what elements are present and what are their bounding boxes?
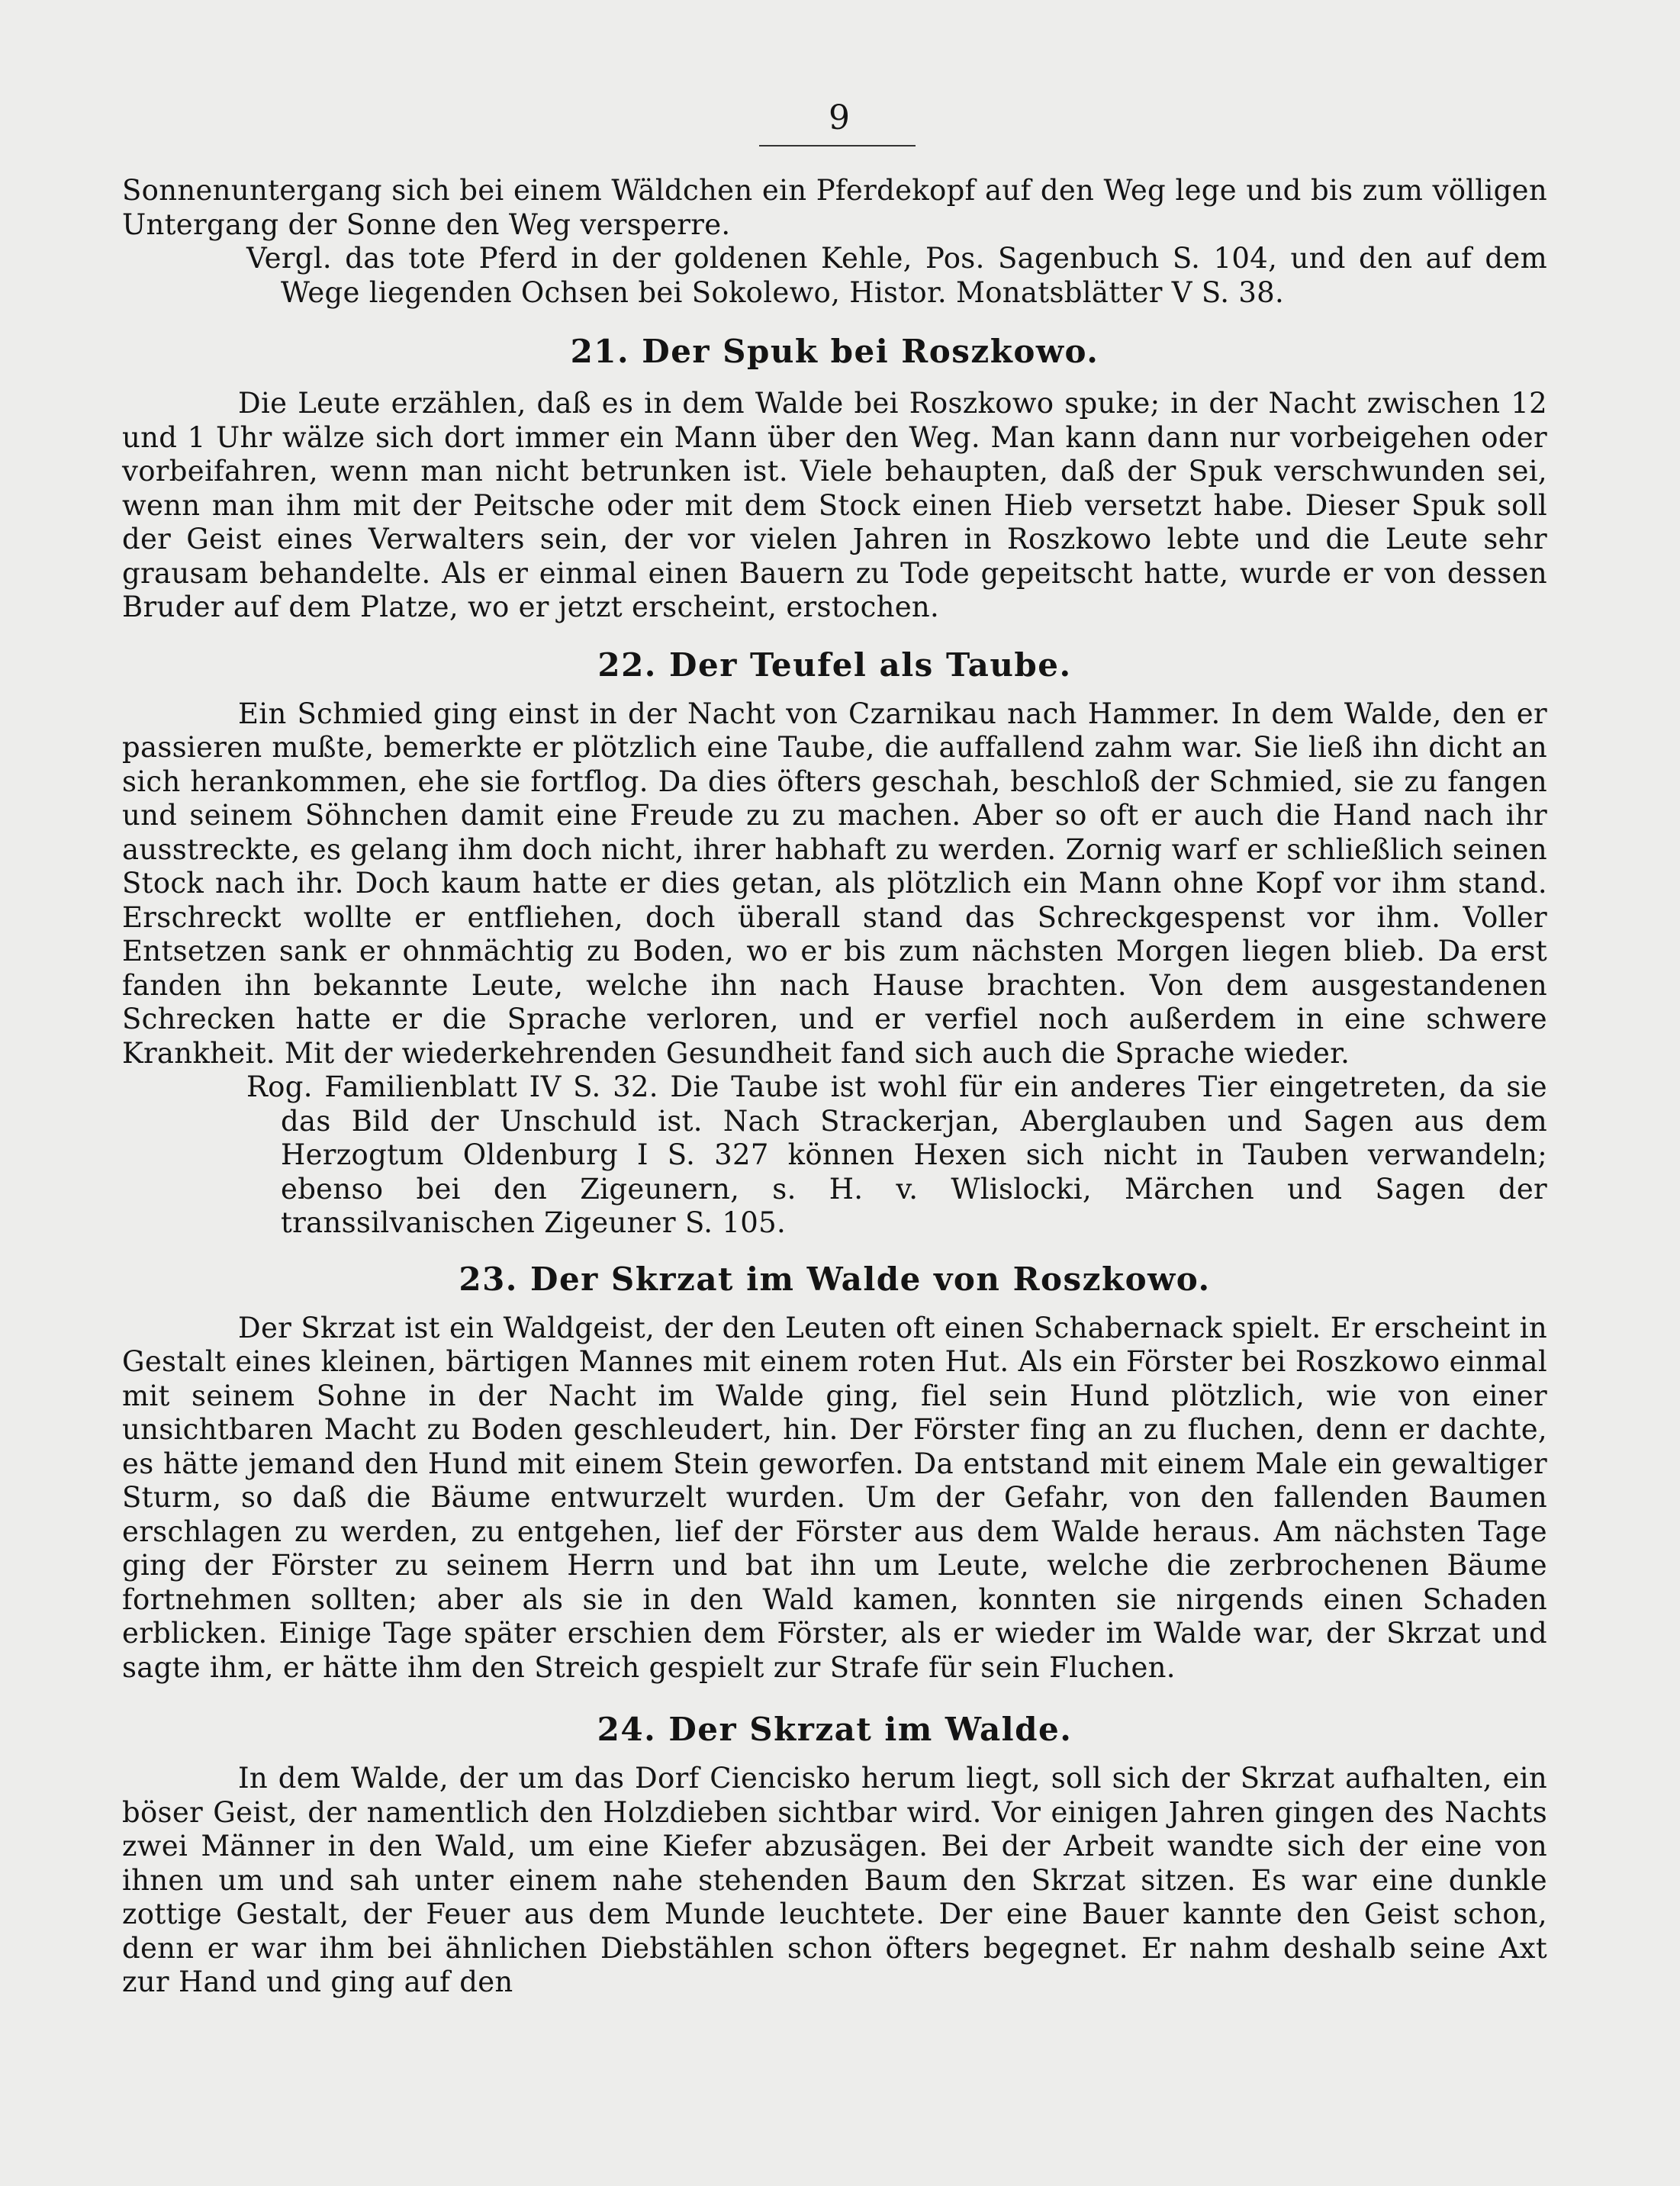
section-22-heading: 22. Der Teufel als Taube. xyxy=(597,645,1072,684)
header-rule xyxy=(759,145,916,146)
section-21-paragraph: Die Leute erzählen, daß es in dem Walde bei Roszkowo spuke; in der Nacht zwischen 12 und 1 Uhr wälze sich dort immer ein Mann über den Weg. Man kann dann nur vorbeigehen oder vorbeifahren, wenn man nicht betrunken ist. Viele behaupten, daß der Spuk verschwunden sei, wenn man ihm mit der Peitsche oder mit dem Stock einen Hieb versetzt habe. Dieser Spuk soll der Geist eines Verwalters sein, der vor vielen Jahren in Roszkowo lebte und die Leute sehr grausam behandelte. Als er einmal einen Bauern zu Tode gepeitscht hatte, wurde er von dessen Bruder auf dem Platze, wo er jetzt erscheint, erstochen. xyxy=(122,387,1547,623)
page-content xyxy=(122,174,1547,2000)
section-22-reference: Rog. Familienblatt IV S. 32. Die Taube ist wohl für ein anderes Tier eingetreten, da sie das Bild der Unschuld ist. Nach Strackerjan, Aberglauben und Sagen aus dem Herzogtum Oldenburg I S. 327 können Hexen sich nicht in Tauben verwandeln; ebenso bei den Zigeunern, s. H. v. Wlislocki, Märchen und Sagen der transsilvanischen Zigeuner S. 105. xyxy=(246,1070,1547,1239)
section-22-paragraph: Ein Schmied ging einst in der Nacht von Czarnikau nach Hammer. In dem Walde, den er passieren mußte, bemerkte er plötzlich eine Taube, die auffallend zahm war. Sie ließ ihn dicht an sich herankommen, ehe sie fortflog. Da dies öfters geschah, beschloß der Schmied, sie zu fangen und seinem Söhnchen damit eine Freude zu zu machen. Aber so oft er auch die Hand nach ihr ausstreckte, es gelang ihm doch nicht, ihrer habhaft zu werden. Zornig warf er schließlich seinen Stock nach ihr. Doch kaum hatte er dies getan, als plötzlich ein Mann ohne Kopf vor ihm stand. Erschreckt wollte er entfliehen, doch überall stand das Schreckgespenst vor ihm. Voller Entsetzen sank er ohnmächtig zu Boden, wo er bis zum nächsten Morgen liegen blieb. Da erst fanden ihn bekannte Leute, welche ihn nach Hause brachten. Von dem ausgestandenen Schrecken hatte er die Sprache verloren, und er verfiel noch außerdem in eine schwere Krankheit. Mit der wiederkehrenden Gesundheit fand sich auch die Sprache wieder. xyxy=(122,697,1547,1070)
section-23-paragraph: Der Skrzat ist ein Waldgeist, der den Leuten oft einen Schabernack spielt. Er erscheint in Gestalt eines kleinen, bärtigen Mannes mit einem roten Hut. Als ein Förster bei Roszkowo einmal mit seinem Sohne in der Nacht im Walde ging, fiel sein Hund plötzlich, wie von einer unsichtbaren Macht zu Boden geschleudert, hin. Der Förster fing an zu fluchen, denn er dachte, es hätte jemand den Hund mit einem Stein geworfen. Da entstand mit einem Male ein gewaltiger Sturm, so daß die Bäume entwurzelt wurden. Um der Gefahr, von den fallenden Baumen erschlagen zu werden, zu entgehen, lief der Förster aus dem Walde heraus. Am nächsten Tage ging der Förster zu seinem Herrn und bat ihn um Leute, welche die zerbrochenen Bäume fortnehmen sollten; aber als sie in den Wald kamen, konnten sie nirgends einen Schaden erblicken. Einige Tage später erschien dem Förster, als er wieder im Walde war, der Skrzat und sagte ihm, er hätte ihm den Streich gespielt zur Strafe für sein Fluchen. xyxy=(122,1311,1547,1684)
section-24-heading: 24. Der Skrzat im Walde. xyxy=(597,1711,1073,1748)
section-24-paragraph: In dem Walde, der um das Dorf Ciencisko herum liegt, soll sich der Skrzat aufhalten, ein böser Geist, der namentlich den Holzdieben sichtbar wird. Vor einigen Jahren gingen des Nachts zwei Männer in den Wald, um eine Kiefer abzusägen. Bei der Arbeit wandte sich der eine von ihnen um und sah unter einem nahe stehenden Baum den Skrzat sitzen. Es war eine dunkle zottige Gestalt, der Feuer aus dem Munde leuchtete. Der eine Bauer kannte den Geist schon, denn er war ihm bei ähnlichen Diebstählen schon öfters begegnet. Er nahm deshalb seine Axt zur Hand und ging auf den xyxy=(122,1762,1547,1998)
section-23-heading: 23. Der Skrzat im Walde von Roszkowo. xyxy=(459,1260,1211,1298)
section-21-heading: 21. Der Spuk bei Roszkowo. xyxy=(570,333,1099,370)
page-number: 9 xyxy=(829,98,850,137)
continuation-paragraph: Sonnenuntergang sich bei einem Wäldchen ein Pferdekopf auf den Weg lege und bis zum völligen Untergang der Sonne den Weg versperre. xyxy=(122,174,1547,241)
continuation-reference: Vergl. das tote Pferd in der goldenen Kehle, Pos. Sagenbuch S. 104, und den auf dem Wege liegenden Ochsen bei Sokolewo, Histor. Monatsblätter V S. 38. xyxy=(246,242,1547,309)
